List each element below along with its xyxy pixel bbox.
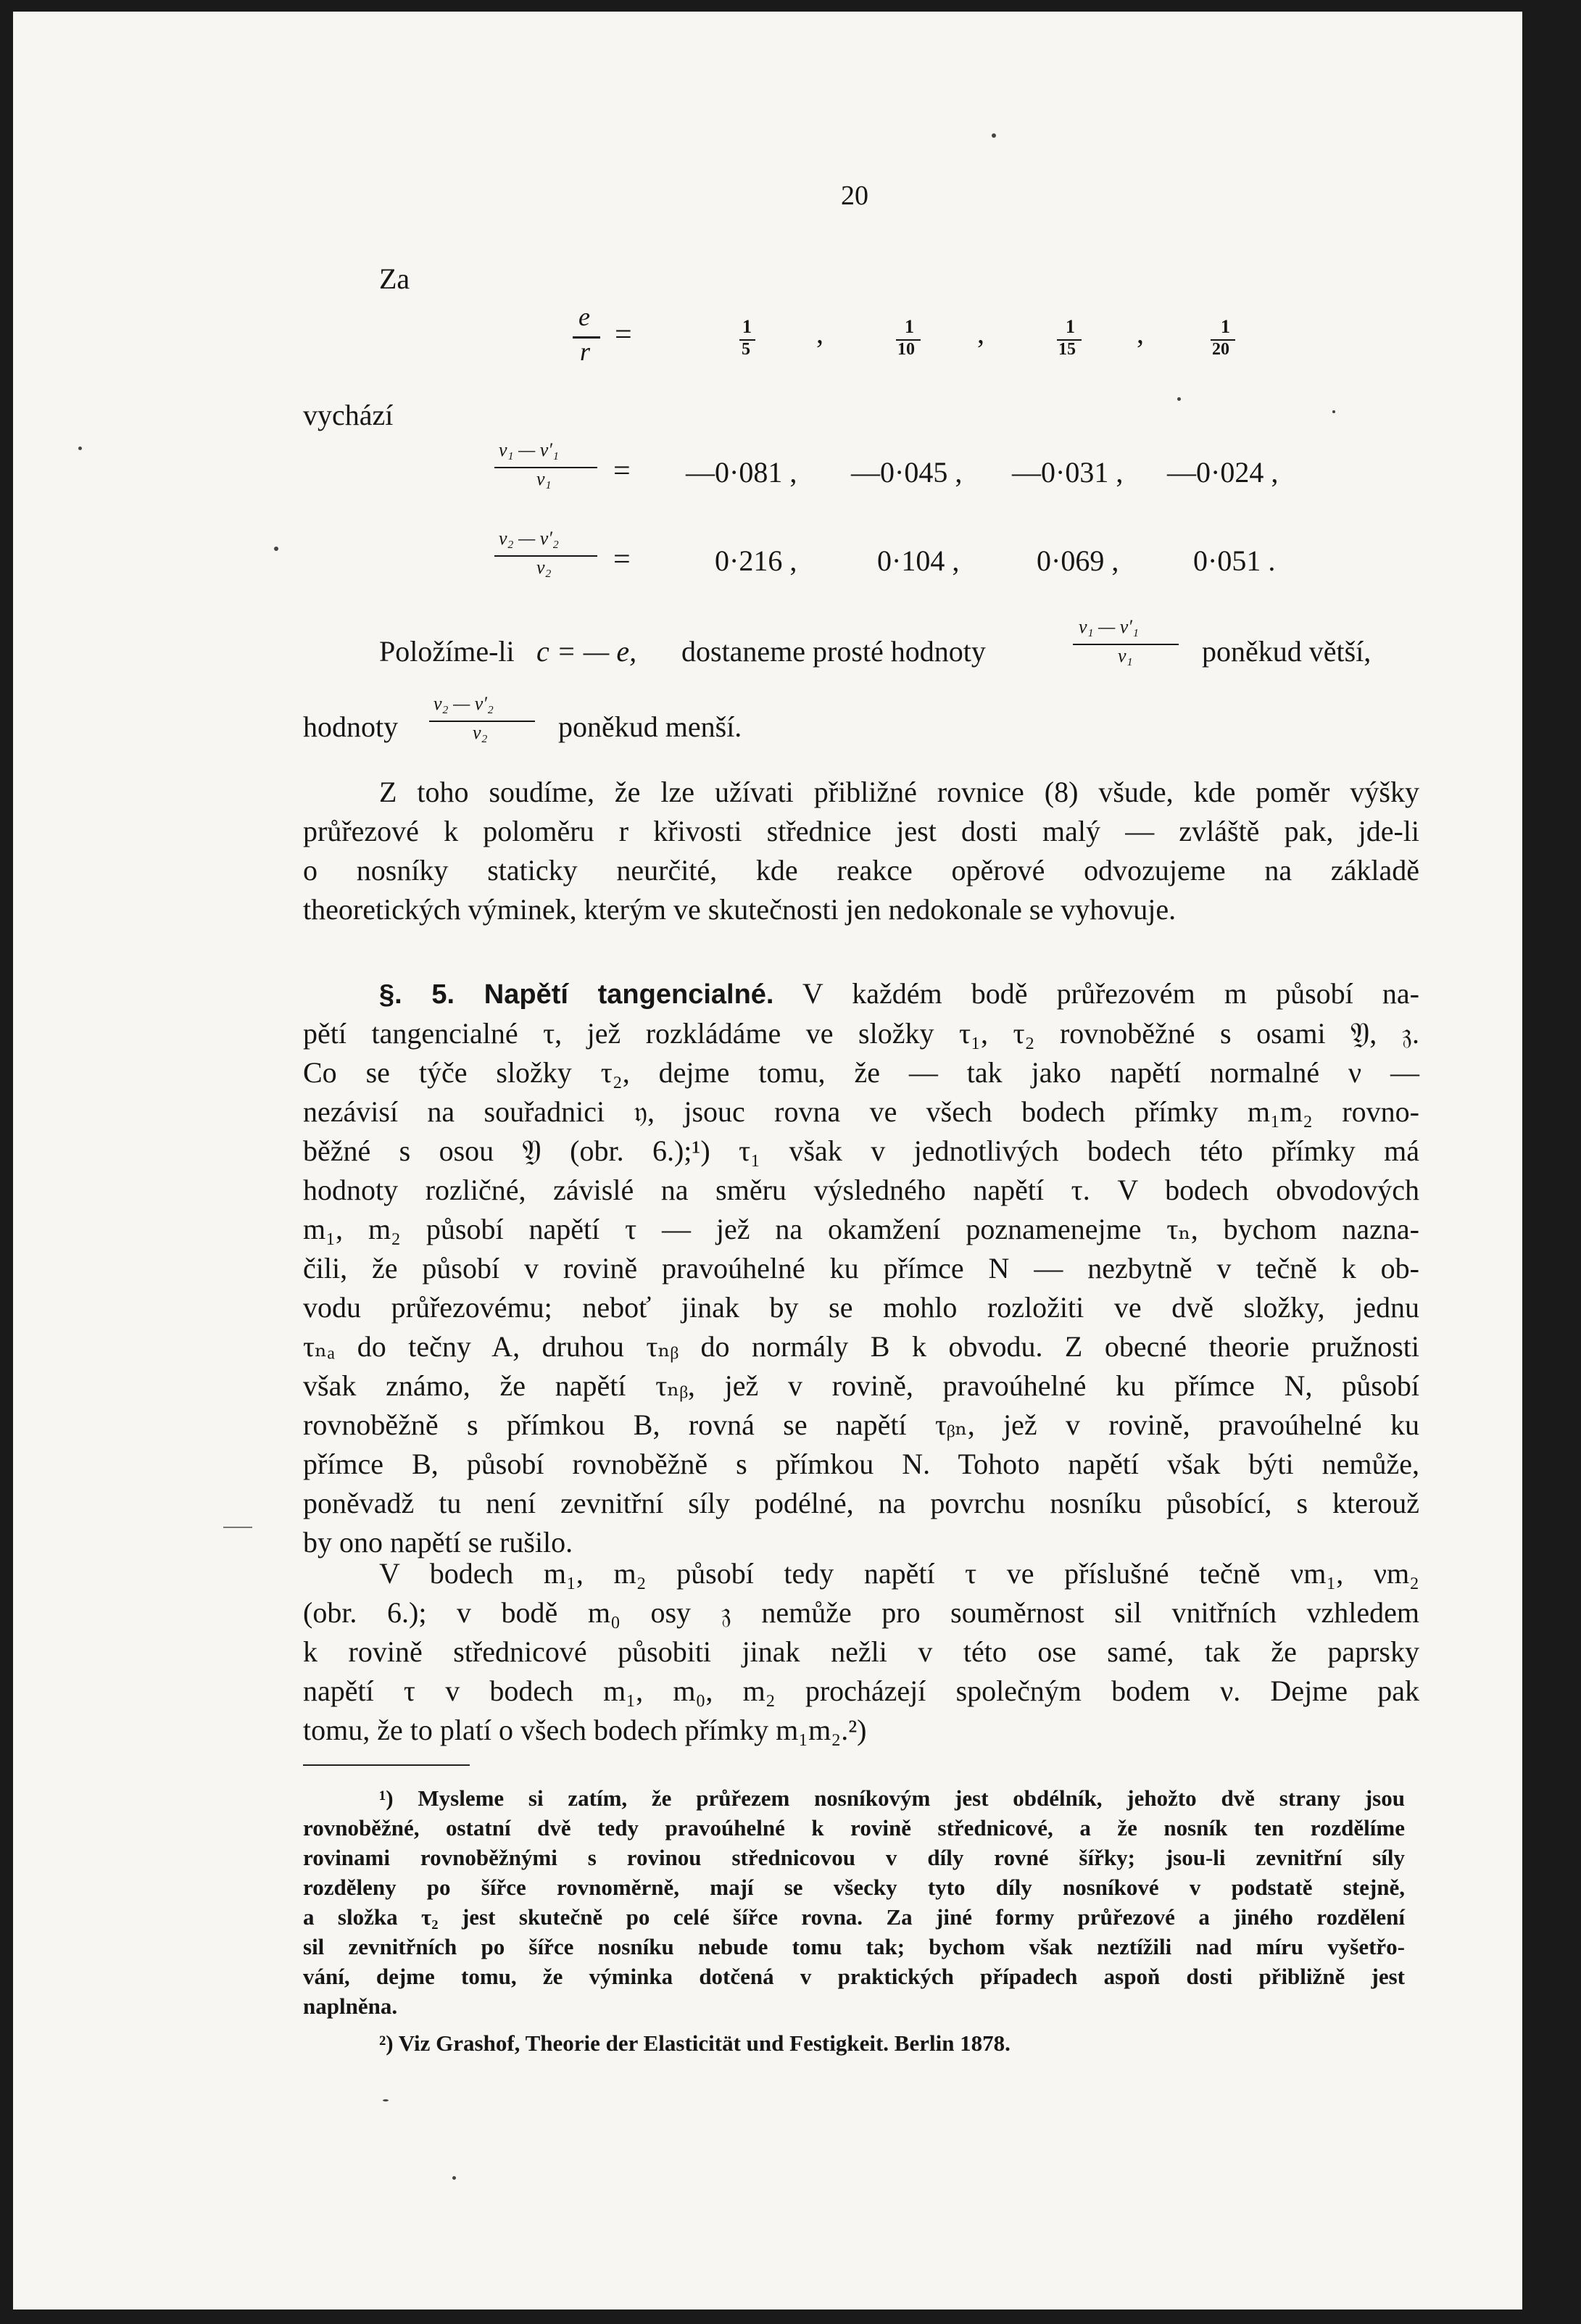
- row2-numerator: ν₂ — ν′₂: [499, 528, 559, 549]
- text-line: k rovině střednicové působiti jinak nežli v této ose samé, tak že paprsky: [303, 1635, 1419, 1668]
- equals-sign: =: [613, 455, 631, 488]
- scan-speck: [992, 133, 996, 138]
- text-line: Z toho soudíme, že lze užívati přibližné rovnice (8) všude, kde poměr výšky: [379, 776, 1419, 808]
- text-span: V každém bodě průřezovém m působí na-: [802, 977, 1419, 1010]
- sentence2-frac-den: ν₂: [473, 722, 488, 743]
- text-line: sil zevnitřních po šířce nosníku nebude tomu tak; bychom však neztížili nad míru vyšetřo-: [303, 1934, 1405, 1959]
- page-number: 20: [841, 180, 868, 211]
- sentence2-pre: hodnoty: [303, 710, 399, 743]
- row1-value-1: —0·081 ,: [686, 456, 797, 489]
- scan-speck: [383, 2099, 389, 2101]
- ratio-fraction-2-den: 10: [897, 340, 915, 359]
- paragraph-3: [303, 1554, 1419, 1750]
- ratio-fraction-3-den: 15: [1058, 340, 1076, 359]
- ratio-fraction-4-num: 1: [1221, 316, 1230, 337]
- text-line: m₁, m₂ působí napětí τ — jež na okamžení poznamenejme τₙ, bychom nazna-: [303, 1213, 1419, 1245]
- section-5: [303, 974, 1419, 1562]
- scan-speck: [274, 547, 278, 551]
- ratio-lhs-numerator: e: [578, 302, 590, 331]
- text-line: V bodech m₁, m₂ působí tedy napětí τ ve příslušné tečně νm₁, νm₂: [379, 1557, 1419, 1590]
- text-line: rozděleny po šířce rovnoměrně, mají se všecky tyto díly nosníkové v podstatě stejně,: [303, 1875, 1405, 1900]
- scan-speck: [223, 1527, 252, 1528]
- sentence2-post: poněkud menší.: [558, 710, 742, 743]
- scan-speck: [1332, 410, 1335, 413]
- comma: ,: [1137, 317, 1144, 349]
- text-line: vodu průřezovému; neboť jinak by se mohlo rozložiti ve dvě složky, jednu: [303, 1291, 1419, 1324]
- text-line: (obr. 6.); v bodě m₀ osy 𝔷 nemůže pro souměrnost sil vnitřních vzhledem: [303, 1596, 1419, 1629]
- row2-value-1: 0·216 ,: [715, 544, 797, 577]
- text-line: poněvadž tu není zevnitřní síly podélné, na povrchu nosníku působící, s kterouž: [303, 1487, 1419, 1519]
- row1-denominator: ν₁: [536, 468, 552, 489]
- text-line: Co se týče složky τ₂, dejme tomu, že — tak jako napětí normalné ν —: [303, 1056, 1419, 1089]
- text-line: theoretických výminek, kterým ve skutečnosti jen nedokonale se vyhovuje.: [303, 893, 1177, 926]
- footnote-1: [303, 1783, 1405, 2021]
- ratio-lhs-denominator: r: [580, 337, 591, 366]
- text-line: a složka τ₂ jest skutečně po celé šířce rovna. Za jiné formy průřezové a jiného rozdělení: [303, 1904, 1405, 1930]
- scan-speck: [1177, 397, 1181, 401]
- text-line: rovinami rovnoběžnými s rovinou střednicovou v díly rovné šířky; jsou-li zevnitřní síly: [303, 1845, 1405, 1870]
- text-line: přímce B, působí rovnoběžně s přímkou N. Tohoto napětí však býti nemůže,: [303, 1448, 1419, 1480]
- scan-speck: [78, 447, 82, 450]
- text-line: nezávisí na souřadnici 𝔶, jsouc rovna ve všech bodech přímky m₁m₂ rovno-: [303, 1095, 1419, 1128]
- ratio-fraction-4-den: 20: [1212, 340, 1229, 359]
- text-line: pětí tangencialné τ, jež rozkládáme ve složky τ₁, τ₂ rovnoběžné s osami 𝔜, 𝔷.: [303, 1017, 1419, 1050]
- text-line: by ono napětí se rušilo.: [303, 1526, 573, 1559]
- sentence2-frac-num: ν₂ — ν′₂: [433, 693, 494, 714]
- comma: ,: [816, 317, 823, 349]
- ratio-fraction-1-den: 5: [742, 340, 750, 359]
- sentence1-math: c = — e,: [536, 635, 637, 668]
- text-line: rovnoběžné, ostatní dvě tedy pravoúhelné k rovině střednicové, a že nosník ten rozdělíme: [303, 1815, 1405, 1840]
- ratio-fraction-2-num: 1: [905, 316, 914, 337]
- ratio-fraction-3-num: 1: [1066, 316, 1075, 337]
- text-line: ²) Viz Grashof, Theorie der Elasticität und Festigkeit. Berlin 1878.: [379, 2030, 1011, 2056]
- row1-value-4: —0·024 ,: [1167, 456, 1279, 489]
- ratio-fraction-1-num: 1: [742, 316, 752, 337]
- sentence1-mid: dostaneme prosté hodnoty: [681, 635, 986, 668]
- text-line: vání, dejme tomu, že výminka dotčená v praktických případech aspoň dosti přibližně jest: [303, 1964, 1405, 1989]
- text-line: čili, že působí v rovině pravoúhelné ku přímce N — nezbytně v tečně k ob-: [303, 1252, 1419, 1285]
- footnote-2: [303, 2028, 1405, 2058]
- text-line: rovnoběžně s přímkou B, rovná se napětí τᵦₙ, jež v rovině, pravoúhelné ku: [303, 1408, 1419, 1441]
- text-line: běžné s osou 𝔜 (obr. 6.);¹) τ₁ však v jednotlivých bodech této přímky má: [303, 1134, 1419, 1167]
- row1-value-2: —0·045 ,: [851, 456, 963, 489]
- row1-value-3: —0·031 ,: [1012, 456, 1124, 489]
- equals-sign: =: [613, 543, 631, 576]
- text-line: napětí τ v bodech m₁, m₀, m₂ procházejí společným bodem ν. Dejme pak: [303, 1674, 1419, 1707]
- text-line: τₙₐ do tečny A, druhou τₙᵦ do normály B k obvodu. Z obecné theorie pružnosti: [303, 1330, 1419, 1363]
- paragraph-1: [303, 773, 1419, 929]
- equals-sign: =: [615, 318, 632, 352]
- scan-speck: [452, 2176, 456, 2180]
- text-line: ¹) Mysleme si zatím, že průřezem nosníkovým jest obdélník, jehožto dvě strany jsou: [379, 1785, 1405, 1811]
- section-heading: §. 5. Napětí tangencialné.: [379, 979, 774, 1010]
- text-line: však známo, že napětí τₙᵦ, jež v rovině, pravoúhelné ku přímce N, působí: [303, 1369, 1419, 1402]
- result-word: vychází: [303, 399, 394, 431]
- comma: ,: [977, 317, 984, 349]
- intro-word: Za: [379, 262, 410, 295]
- row2-value-4: 0·051 .: [1193, 544, 1276, 577]
- sentence1-post: poněkud větší,: [1202, 635, 1372, 668]
- book-page: [13, 12, 1522, 2310]
- sentence1-pre: Položíme-li: [379, 635, 515, 668]
- text-line: hodnoty rozličné, závislé na směru výsledného napětí τ. V bodech obvodových: [303, 1174, 1419, 1206]
- row1-numerator: ν₁ — ν′₁: [499, 439, 559, 460]
- text-line: [303, 974, 1419, 1014]
- row2-denominator: ν₂: [536, 557, 552, 578]
- sentence1-frac-den: ν₁: [1118, 645, 1133, 666]
- sentence1-frac-num: ν₁ — ν′₁: [1079, 616, 1139, 637]
- footnote-rule: [303, 1764, 470, 1766]
- text-line: naplněna.: [303, 1993, 398, 2019]
- row2-value-3: 0·069 ,: [1037, 544, 1119, 577]
- text-line: tomu, že to platí o všech bodech přímky m₁m₂.²): [303, 1714, 867, 1746]
- text-line: o nosníky staticky neurčité, kde reakce opěrové odvozujeme na základě: [303, 854, 1419, 887]
- text-line: průřezové k poloměru r křivosti střednice jest dosti malý — zvláště pak, jde-li: [303, 815, 1419, 847]
- row2-value-2: 0·104 ,: [877, 544, 960, 577]
